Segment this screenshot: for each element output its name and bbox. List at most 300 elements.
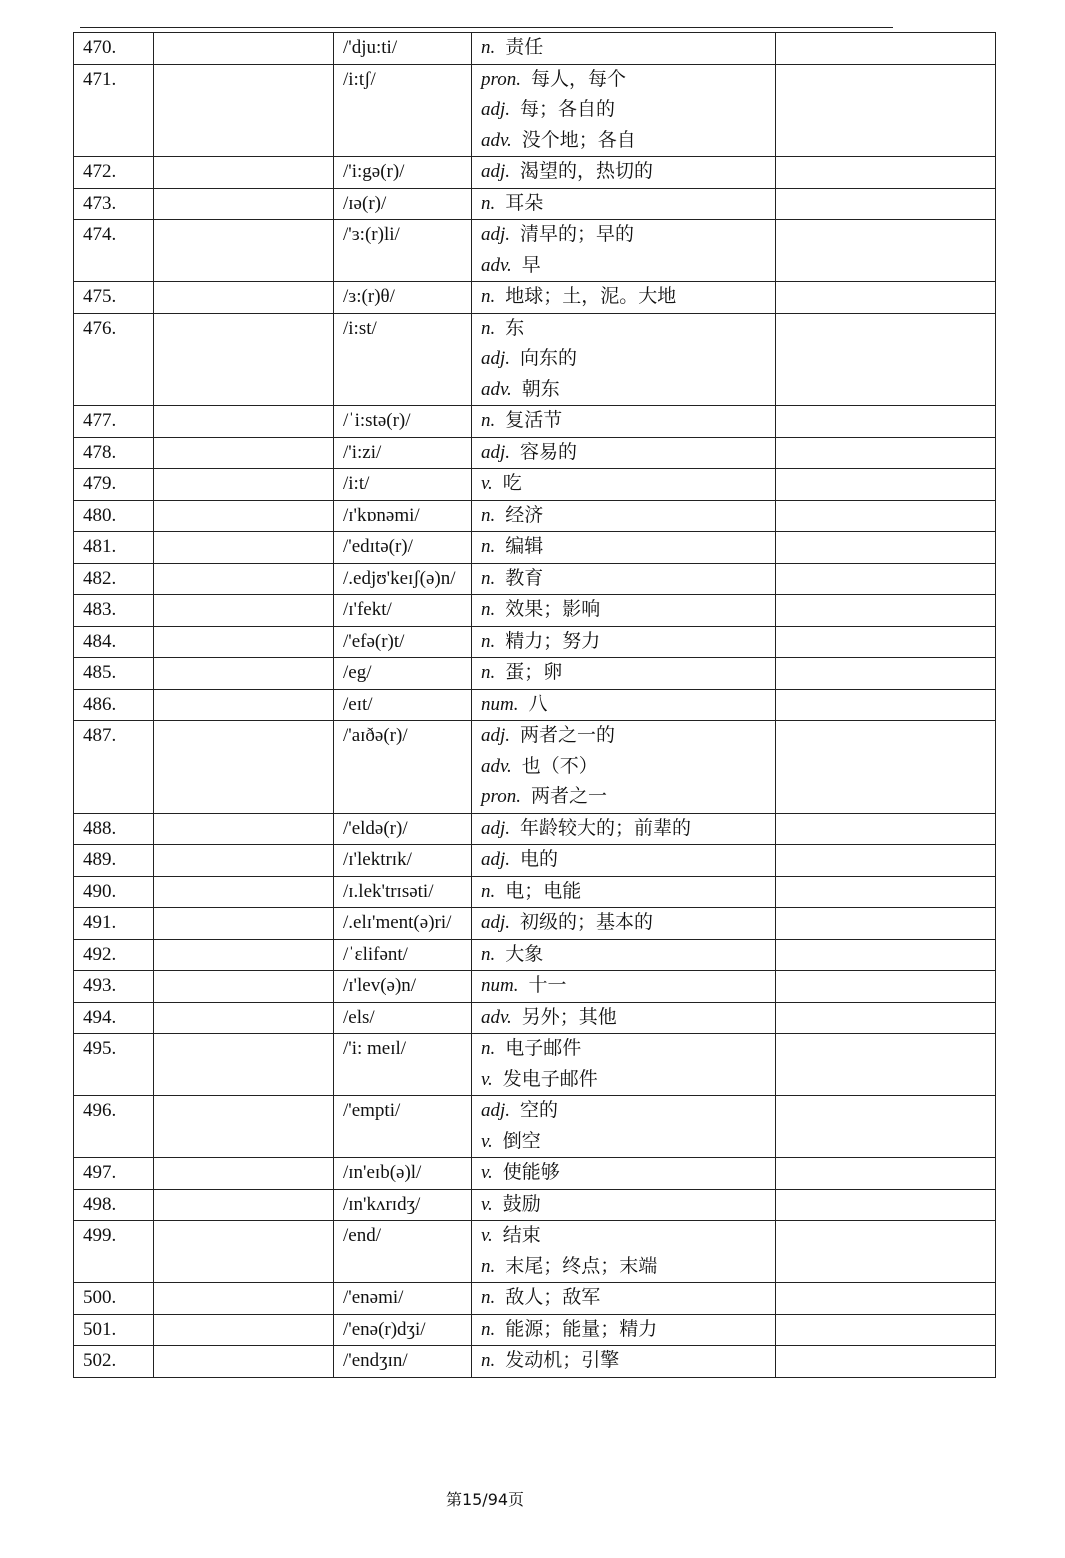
meaning bbox=[472, 313, 776, 406]
notes-cell bbox=[776, 939, 996, 971]
sense bbox=[481, 877, 775, 908]
meaning bbox=[472, 939, 776, 971]
word-cell bbox=[154, 689, 334, 721]
part-of-speech: adj. bbox=[481, 441, 511, 463]
phonetic bbox=[334, 813, 472, 845]
table-row bbox=[74, 532, 996, 564]
table-row bbox=[74, 971, 996, 1003]
phonetic bbox=[334, 1346, 472, 1378]
meaning bbox=[472, 689, 776, 721]
sense bbox=[481, 501, 775, 532]
phonetic-text: /ɪ.lek'trɪsəti/ bbox=[343, 880, 434, 902]
entry-number: 500. bbox=[74, 1283, 154, 1315]
table-row bbox=[74, 658, 996, 690]
part-of-speech: adj. bbox=[481, 817, 511, 839]
phonetic-text: /ɪn'kʌrɪdʒ/ bbox=[343, 1193, 421, 1215]
word-cell bbox=[154, 188, 334, 220]
meaning bbox=[472, 626, 776, 658]
meaning bbox=[472, 971, 776, 1003]
word-cell bbox=[154, 33, 334, 65]
meaning bbox=[472, 500, 776, 532]
meaning bbox=[472, 658, 776, 690]
phonetic bbox=[334, 188, 472, 220]
definition: 能源；能量；精力 bbox=[505, 1318, 658, 1340]
definition: 发电子邮件 bbox=[502, 1068, 598, 1090]
sense bbox=[481, 690, 775, 721]
part-of-speech: n. bbox=[481, 37, 496, 58]
notes-cell bbox=[776, 188, 996, 220]
definition: 倒空 bbox=[502, 1130, 541, 1152]
table-row bbox=[74, 908, 996, 940]
notes-cell bbox=[776, 1346, 996, 1378]
meaning bbox=[472, 406, 776, 438]
phonetic bbox=[334, 532, 472, 564]
definition: 渴望的，热切的 bbox=[520, 161, 654, 182]
sense bbox=[481, 1190, 775, 1221]
phonetic-text: /end/ bbox=[343, 1225, 381, 1246]
part-of-speech: v. bbox=[481, 473, 493, 494]
phonetic-text: /'efə(r)t/ bbox=[343, 630, 405, 652]
table-row bbox=[74, 188, 996, 220]
phonetic-text: /'eldə(r)/ bbox=[343, 817, 408, 839]
definition: 末尾；终点；末端 bbox=[505, 1255, 658, 1277]
phonetic bbox=[334, 469, 472, 501]
table-row bbox=[74, 939, 996, 971]
entry-number: 480. bbox=[74, 500, 154, 532]
entry-number: 478. bbox=[74, 437, 154, 469]
entry-number: 477. bbox=[74, 406, 154, 438]
phonetic bbox=[334, 1096, 472, 1158]
entry-number: 501. bbox=[74, 1314, 154, 1346]
definition: 向东的 bbox=[520, 348, 578, 369]
entry-number: 496. bbox=[74, 1096, 154, 1158]
table-row bbox=[74, 845, 996, 877]
phonetic-text: /i:tʃ/ bbox=[343, 68, 376, 90]
phonetic bbox=[334, 1158, 472, 1190]
definition: 编辑 bbox=[505, 536, 544, 557]
meaning bbox=[472, 220, 776, 282]
meaning bbox=[472, 1189, 776, 1221]
part-of-speech: adv. bbox=[481, 1006, 512, 1028]
meaning bbox=[472, 1034, 776, 1096]
definition: 两者之一 bbox=[530, 786, 607, 807]
part-of-speech: adv. bbox=[481, 129, 512, 151]
phonetic-text: /'i:gə(r)/ bbox=[343, 161, 405, 182]
entry-number: 483. bbox=[74, 595, 154, 627]
meaning bbox=[472, 282, 776, 314]
part-of-speech: num. bbox=[481, 975, 519, 996]
word-cell bbox=[154, 282, 334, 314]
phonetic-text: /ɪ'lektrɪk/ bbox=[343, 849, 412, 870]
meaning bbox=[472, 908, 776, 940]
phonetic-text: /'edɪtə(r)/ bbox=[343, 536, 413, 557]
phonetic bbox=[334, 1002, 472, 1034]
table-row bbox=[74, 313, 996, 406]
word-cell bbox=[154, 1283, 334, 1315]
table-row bbox=[74, 813, 996, 845]
phonetic bbox=[334, 908, 472, 940]
word-cell bbox=[154, 220, 334, 282]
phonetic bbox=[334, 658, 472, 690]
definition: 经济 bbox=[505, 504, 544, 526]
notes-cell bbox=[776, 626, 996, 658]
phonetic bbox=[334, 406, 472, 438]
definition: 朝东 bbox=[521, 378, 560, 400]
definition: 容易的 bbox=[520, 441, 578, 463]
sense bbox=[481, 282, 775, 313]
part-of-speech: adj. bbox=[481, 912, 511, 933]
table-row bbox=[74, 500, 996, 532]
sense bbox=[481, 344, 775, 375]
part-of-speech: adj. bbox=[481, 224, 511, 245]
table-row bbox=[74, 689, 996, 721]
notes-cell bbox=[776, 282, 996, 314]
phonetic bbox=[334, 437, 472, 469]
entry-number: 497. bbox=[74, 1158, 154, 1190]
table-row bbox=[74, 1221, 996, 1283]
word-cell bbox=[154, 1096, 334, 1158]
word-cell bbox=[154, 64, 334, 157]
notes-cell bbox=[776, 876, 996, 908]
sense bbox=[481, 721, 775, 752]
part-of-speech: v. bbox=[481, 1068, 493, 1090]
page-number: 第15/94页 bbox=[445, 1490, 525, 1509]
meaning bbox=[472, 1158, 776, 1190]
notes-cell bbox=[776, 1221, 996, 1283]
notes-cell bbox=[776, 500, 996, 532]
definition: 每人，每个 bbox=[530, 68, 626, 90]
sense bbox=[481, 845, 775, 876]
part-of-speech: adv. bbox=[481, 755, 512, 777]
part-of-speech: n. bbox=[481, 1038, 496, 1059]
sense bbox=[481, 1065, 775, 1096]
sense bbox=[481, 1221, 775, 1252]
entry-number: 485. bbox=[74, 658, 154, 690]
entry-number: 499. bbox=[74, 1221, 154, 1283]
word-cell bbox=[154, 908, 334, 940]
definition: 复活节 bbox=[505, 410, 563, 431]
part-of-speech: adj. bbox=[481, 725, 511, 746]
sense bbox=[481, 126, 775, 157]
part-of-speech: n. bbox=[481, 599, 496, 620]
definition: 鼓励 bbox=[502, 1193, 541, 1215]
phonetic-text: /i:t/ bbox=[343, 473, 370, 494]
word-cell bbox=[154, 406, 334, 438]
sense bbox=[481, 375, 775, 406]
entry-number: 492. bbox=[74, 939, 154, 971]
word-cell bbox=[154, 721, 334, 814]
word-cell bbox=[154, 939, 334, 971]
phonetic-text: /eɪt/ bbox=[343, 693, 373, 715]
phonetic bbox=[334, 595, 472, 627]
word-cell bbox=[154, 876, 334, 908]
notes-cell bbox=[776, 1158, 996, 1190]
phonetic-text: /.edjʊ'keɪʃ(ə)n/ bbox=[343, 567, 456, 589]
part-of-speech: adj. bbox=[481, 1100, 511, 1121]
definition: 清早的；早的 bbox=[520, 224, 635, 245]
definition: 吃 bbox=[502, 473, 522, 494]
sense bbox=[481, 752, 775, 783]
definition: 十一 bbox=[528, 975, 567, 996]
meaning bbox=[472, 532, 776, 564]
word-cell bbox=[154, 1034, 334, 1096]
phonetic bbox=[334, 971, 472, 1003]
meaning bbox=[472, 469, 776, 501]
part-of-speech: v. bbox=[481, 1193, 493, 1215]
phonetic-text: /'aɪðə(r)/ bbox=[343, 725, 408, 746]
notes-cell bbox=[776, 1002, 996, 1034]
word-cell bbox=[154, 1158, 334, 1190]
phonetic-text: /'i:zi/ bbox=[343, 441, 382, 463]
phonetic bbox=[334, 282, 472, 314]
definition: 东 bbox=[505, 317, 525, 339]
word-cell bbox=[154, 813, 334, 845]
phonetic bbox=[334, 1283, 472, 1315]
phonetic-text: /'ɜ:(r)li/ bbox=[343, 224, 400, 245]
phonetic-text: /ɪn'eɪb(ə)l/ bbox=[343, 1162, 422, 1183]
phonetic-text: /ˈɛlifənt/ bbox=[343, 943, 408, 965]
part-of-speech: adj. bbox=[481, 348, 511, 369]
part-of-speech: n. bbox=[481, 1287, 496, 1308]
entry-number: 489. bbox=[74, 845, 154, 877]
definition: 年龄较大的；前辈的 bbox=[520, 817, 692, 839]
entry-number: 502. bbox=[74, 1346, 154, 1378]
sense bbox=[481, 1034, 775, 1065]
word-cell bbox=[154, 1314, 334, 1346]
table-row bbox=[74, 406, 996, 438]
notes-cell bbox=[776, 563, 996, 595]
part-of-speech: n. bbox=[481, 536, 496, 557]
notes-cell bbox=[776, 1034, 996, 1096]
entry-number: 474. bbox=[74, 220, 154, 282]
header-rule bbox=[80, 27, 893, 28]
word-cell bbox=[154, 157, 334, 189]
phonetic-text: /'enə(r)dʒi/ bbox=[343, 1318, 426, 1340]
meaning bbox=[472, 813, 776, 845]
phonetic-text: /'i: meɪl/ bbox=[343, 1038, 407, 1059]
part-of-speech: n. bbox=[481, 504, 496, 526]
phonetic bbox=[334, 157, 472, 189]
notes-cell bbox=[776, 721, 996, 814]
definition: 使能够 bbox=[502, 1162, 560, 1183]
part-of-speech: v. bbox=[481, 1225, 493, 1246]
sense bbox=[481, 595, 775, 626]
sense bbox=[481, 627, 775, 658]
word-cell bbox=[154, 595, 334, 627]
definition: 电的 bbox=[520, 849, 559, 870]
notes-cell bbox=[776, 971, 996, 1003]
phonetic bbox=[334, 220, 472, 282]
part-of-speech: n. bbox=[481, 1350, 496, 1371]
meaning bbox=[472, 1221, 776, 1283]
part-of-speech: adv. bbox=[481, 378, 512, 400]
phonetic bbox=[334, 1034, 472, 1096]
phonetic bbox=[334, 500, 472, 532]
sense bbox=[481, 189, 775, 220]
part-of-speech: n. bbox=[481, 192, 496, 214]
part-of-speech: v. bbox=[481, 1162, 493, 1183]
sense bbox=[481, 658, 775, 689]
definition: 教育 bbox=[505, 567, 544, 589]
phonetic bbox=[334, 939, 472, 971]
definition: 两者之一的 bbox=[520, 725, 616, 746]
phonetic-text: /'enəmi/ bbox=[343, 1287, 404, 1308]
phonetic bbox=[334, 876, 472, 908]
word-cell bbox=[154, 500, 334, 532]
entry-number: 475. bbox=[74, 282, 154, 314]
phonetic bbox=[334, 313, 472, 406]
entry-number: 472. bbox=[74, 157, 154, 189]
definition: 也（不） bbox=[521, 755, 598, 777]
entry-number: 470. bbox=[74, 33, 154, 65]
part-of-speech: adj. bbox=[481, 849, 511, 870]
phonetic-text: /i:st/ bbox=[343, 317, 377, 339]
definition: 精力；努力 bbox=[505, 630, 601, 652]
sense bbox=[481, 157, 775, 188]
notes-cell bbox=[776, 845, 996, 877]
table-row bbox=[74, 469, 996, 501]
meaning bbox=[472, 188, 776, 220]
entry-number: 488. bbox=[74, 813, 154, 845]
entry-number: 487. bbox=[74, 721, 154, 814]
word-cell bbox=[154, 626, 334, 658]
phonetic-text: /ɜ:(r)θ/ bbox=[343, 286, 395, 307]
phonetic bbox=[334, 626, 472, 658]
phonetic-text: /ɪ'kɒnəmi/ bbox=[343, 504, 420, 526]
phonetic-text: /'endʒɪn/ bbox=[343, 1350, 408, 1371]
table-row bbox=[74, 1189, 996, 1221]
phonetic-text: /ˈi:stə(r)/ bbox=[343, 410, 411, 431]
definition: 没个地；各自 bbox=[521, 129, 636, 151]
phonetic bbox=[334, 33, 472, 65]
part-of-speech: pron. bbox=[481, 786, 521, 807]
sense bbox=[481, 814, 775, 845]
definition: 电子邮件 bbox=[505, 1038, 582, 1059]
table-row bbox=[74, 64, 996, 157]
entry-number: 493. bbox=[74, 971, 154, 1003]
entry-number: 471. bbox=[74, 64, 154, 157]
word-cell bbox=[154, 845, 334, 877]
word-cell bbox=[154, 971, 334, 1003]
entry-number: 476. bbox=[74, 313, 154, 406]
definition: 另外；其他 bbox=[521, 1006, 617, 1028]
notes-cell bbox=[776, 313, 996, 406]
table-row bbox=[74, 33, 996, 65]
phonetic-text: /'dju:ti/ bbox=[343, 37, 398, 58]
part-of-speech: adv. bbox=[481, 254, 512, 276]
sense bbox=[481, 1158, 775, 1189]
definition: 地球；土，泥。大地 bbox=[505, 286, 677, 307]
word-cell bbox=[154, 1346, 334, 1378]
table-row bbox=[74, 437, 996, 469]
phonetic bbox=[334, 563, 472, 595]
part-of-speech: v. bbox=[481, 1130, 493, 1152]
definition: 责任 bbox=[505, 37, 544, 58]
entry-number: 494. bbox=[74, 1002, 154, 1034]
definition: 敌人；敌军 bbox=[505, 1287, 601, 1308]
part-of-speech: n. bbox=[481, 630, 496, 652]
meaning bbox=[472, 876, 776, 908]
notes-cell bbox=[776, 437, 996, 469]
sense bbox=[481, 564, 775, 595]
phonetic bbox=[334, 64, 472, 157]
notes-cell bbox=[776, 64, 996, 157]
phonetic-text: /ɪ'fekt/ bbox=[343, 599, 392, 620]
definition: 空的 bbox=[520, 1100, 559, 1121]
part-of-speech: n. bbox=[481, 943, 496, 965]
phonetic bbox=[334, 1221, 472, 1283]
table-row bbox=[74, 282, 996, 314]
word-cell bbox=[154, 469, 334, 501]
sense bbox=[481, 65, 775, 96]
sense bbox=[481, 908, 775, 939]
part-of-speech: n. bbox=[481, 1255, 496, 1277]
sense bbox=[481, 1252, 775, 1283]
notes-cell bbox=[776, 532, 996, 564]
phonetic-text: /els/ bbox=[343, 1006, 375, 1028]
definition: 电；电能 bbox=[505, 880, 582, 902]
part-of-speech: n. bbox=[481, 410, 496, 431]
table-row bbox=[74, 721, 996, 814]
part-of-speech: pron. bbox=[481, 68, 521, 90]
part-of-speech: n. bbox=[481, 880, 496, 902]
phonetic bbox=[334, 689, 472, 721]
notes-cell bbox=[776, 33, 996, 65]
notes-cell bbox=[776, 658, 996, 690]
notes-cell bbox=[776, 1314, 996, 1346]
meaning bbox=[472, 1346, 776, 1378]
part-of-speech: adj. bbox=[481, 99, 511, 120]
part-of-speech: num. bbox=[481, 693, 519, 715]
phonetic-text: /.elɪ'ment(ə)ri/ bbox=[343, 912, 452, 933]
meaning bbox=[472, 33, 776, 65]
table-row bbox=[74, 1158, 996, 1190]
table-row bbox=[74, 1283, 996, 1315]
sense bbox=[481, 971, 775, 1002]
sense bbox=[481, 220, 775, 251]
part-of-speech: n. bbox=[481, 286, 496, 307]
definition: 初级的；基本的 bbox=[520, 912, 654, 933]
entry-number: 473. bbox=[74, 188, 154, 220]
table-row bbox=[74, 1346, 996, 1378]
phonetic bbox=[334, 721, 472, 814]
table-row bbox=[74, 876, 996, 908]
part-of-speech: n. bbox=[481, 567, 496, 589]
notes-cell bbox=[776, 406, 996, 438]
phonetic bbox=[334, 1314, 472, 1346]
meaning bbox=[472, 563, 776, 595]
definition: 早 bbox=[521, 254, 541, 276]
table-row bbox=[74, 157, 996, 189]
word-cell bbox=[154, 1189, 334, 1221]
table-row bbox=[74, 1002, 996, 1034]
word-cell bbox=[154, 658, 334, 690]
sense bbox=[481, 469, 775, 500]
notes-cell bbox=[776, 689, 996, 721]
meaning bbox=[472, 437, 776, 469]
notes-cell bbox=[776, 469, 996, 501]
definition: 蛋；卵 bbox=[505, 662, 563, 683]
part-of-speech: n. bbox=[481, 1318, 496, 1340]
vocabulary-table bbox=[73, 32, 996, 1378]
meaning bbox=[472, 64, 776, 157]
meaning bbox=[472, 845, 776, 877]
part-of-speech: n. bbox=[481, 317, 496, 339]
table-row bbox=[74, 220, 996, 282]
word-cell bbox=[154, 313, 334, 406]
sense bbox=[481, 438, 775, 469]
sense bbox=[481, 406, 775, 437]
